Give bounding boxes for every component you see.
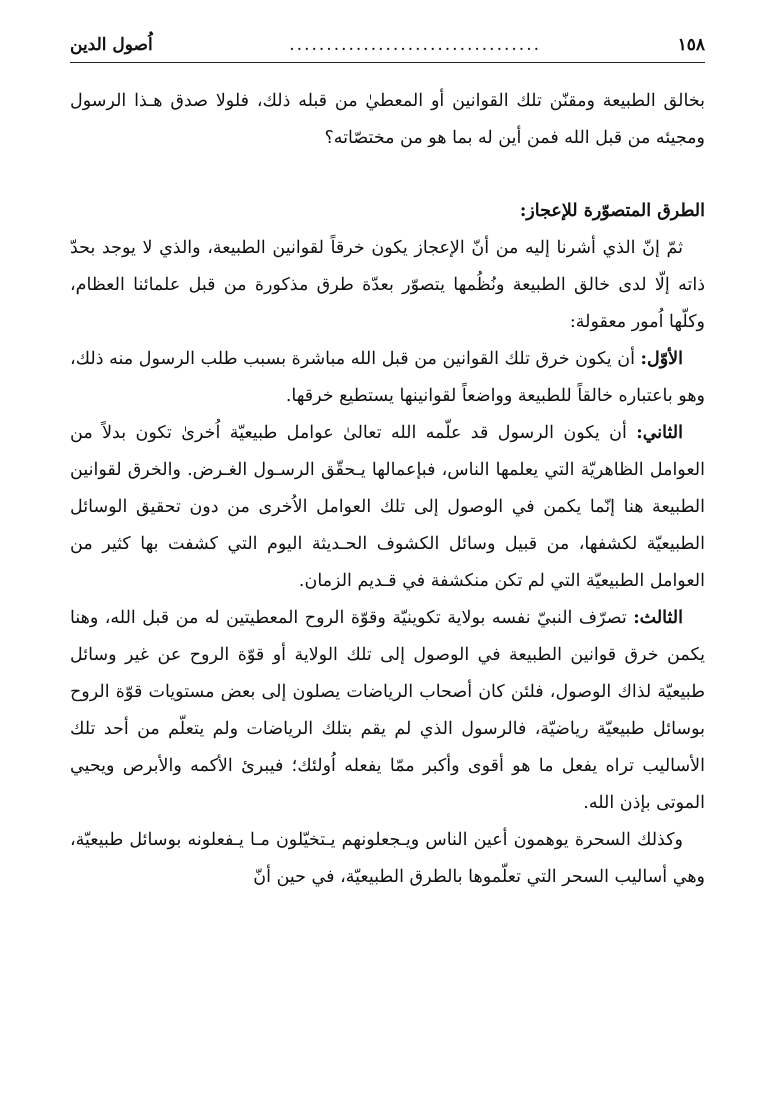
paragraph-intro [70,230,705,341]
paragraph-continuation [70,83,705,157]
paragraph-lead: الأوّل: [640,349,683,369]
body-text [70,83,705,896]
book-page [70,28,705,1076]
paragraph-text: تصرّف النبيّ نفسه بولاية تكوينيّة وقوّة الروح المعطيتين له من قبل الله، وهنا يكمن خرق قوانين الطبيعة في الوصول إلى تلك الولاية أو قوّة الروح عن غير وسائل طبيعيّة لذاك الوصول، فلئن كان أصحاب الرياضات يصلون إلى بعض مستويات قوّة الروح بوسائل طبيعيّة رياضيّة، فالرسول الذي لم يقم بتلك الرياضات ولم يتعلّم من أحد تلك الأساليب تراه يفعل ما هو أقوى وأكبر ممّا يفعله اُولئك؛ فيبرئ الأكمه والأبرص ويحيي الموتى بإذن الله. [70,608,705,813]
book-title: اُصول الدين [70,35,153,55]
section-heading [70,193,705,230]
paragraph-sorcerers [70,822,705,896]
paragraph-text: بخالق الطبيعة ومقنّن تلك القوانين أو المعطيٰ من قبله ذلك، فلولا صدق هـذا الرسول ومجيئه من قبل الله فمن أين له بما هو من مختصّاته؟ [70,91,705,148]
paragraph-first-way [70,341,705,415]
paragraph-text: ثمّ إنّ الذي أشرنا إليه من أنّ الإعجاز يكون خرقاً لقوانين الطبيعة، والذي لا يوجد بحدّ ذاته إلّا لدى خالق الطبيعة ونُظُمها يتصوّر بعدّة طرق مذكورة من قبل علمائنا العظام، وكلّها اُمور معقولة: [70,238,705,332]
paragraph-text: أن يكون خرق تلك القوانين من قبل الله مباشرة بسبب طلب الرسول منه ذلك، وهو باعتباره خالقاً للطبيعة وواضعاً لقوانينها يستطيع خرقها. [70,349,705,406]
paragraph-text: أن يكون الرسول قد علّمه الله تعالىٰ عوامل طبيعيّة اُخرىٰ تكون بدلاً من العوامل الظاهريّة التي يعلمها الناس، فبإعمالها يـحقّق الرسـول الغـرض. والخرق لقوانين الطبيعة هنا إنّما يكمن في الوصول إلى تلك العوامل الاُخرى من دون تحقيق الوسائل الطبيعيّة لكشفها، من قبيل وسائل الكشوف الحـديثة اليوم التي كشفت بها كثير من العوامل الطبيعيّة التي لم تكن منكشفة في قـديم الزمان. [70,423,705,591]
section-heading-text: الطرق المتصوّرة للإعجاز: [519,201,705,221]
paragraph-text: وكذلك السحرة يوهمون أعين الناس ويـجعلونهم يـتخيّلون مـا يـفعلونه بوسائل طبيعيّة، وهي أساليب السحر التي تعلّموها بالطرق الطبيعيّة، في حين أنّ [70,830,705,887]
paragraph-lead: الثاني: [636,423,683,443]
paragraph-third-way [70,600,705,822]
running-header [70,28,705,63]
page-number: ١٥٨ [677,35,705,55]
paragraph-lead: الثالث: [633,608,683,628]
paragraph-second-way [70,415,705,600]
dot-leader: .................................. [289,35,542,55]
